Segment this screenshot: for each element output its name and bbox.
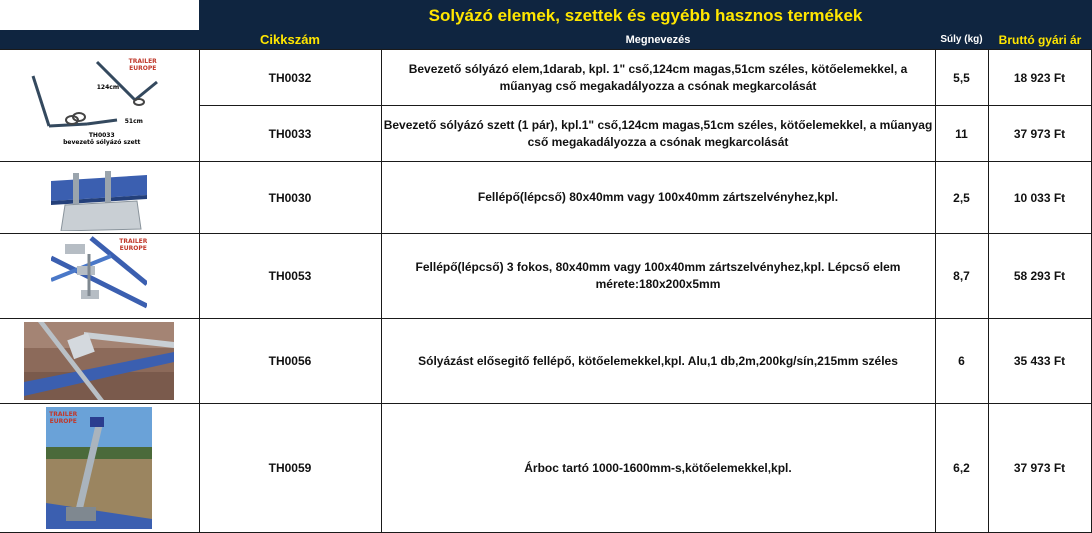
product-table — [0, 49, 1092, 533]
cell-weight: 2,5 — [935, 162, 988, 234]
cell-name: Bevezető sólyázó elem,1darab, kpl. 1" cső,124cm magas,51cm széles, kötőelemekkel, a műanyag cső megakadályozza a csónak megkarcolását — [381, 50, 935, 106]
launching-step-drawing — [24, 322, 174, 400]
launching-step-photo — [24, 322, 174, 400]
dim-label-124: 124cm — [96, 83, 120, 91]
mast-holder-photo — [46, 407, 152, 529]
table-row — [0, 404, 1091, 533]
cell-price: 37 973 Ft — [988, 106, 1091, 162]
cell-name: Bevezető sólyázó szett (1 pár), kpl.1" cső,124cm magas,51cm széles, kötőelemekkel, a műanyag cső megakadályozza a csónak megkarcolását — [381, 106, 935, 162]
cell-price: 37 973 Ft — [988, 404, 1091, 533]
cell-code: TH0059 — [199, 404, 381, 533]
header-code: Cikkszám — [260, 32, 320, 47]
table-row — [0, 162, 1091, 234]
dim-label-51: 51cm — [124, 117, 143, 125]
logo-text-1: TRAILER — [119, 238, 148, 245]
launching-guide-photo — [27, 54, 172, 158]
table-row — [0, 50, 1091, 106]
image-caption — [47, 132, 157, 146]
table-row — [0, 234, 1091, 319]
mast-holder-drawing — [46, 407, 152, 529]
logo-text-1: TRAILER — [128, 57, 157, 65]
three-step-photo — [51, 236, 147, 316]
cell-weight: 6 — [935, 319, 988, 404]
step-photo — [51, 165, 147, 231]
cell-code: TH0053 — [199, 234, 381, 319]
cell-price: 58 293 Ft — [988, 234, 1091, 319]
cell-code: TH0032 — [199, 50, 381, 106]
header-name: Megnevezés — [625, 34, 691, 46]
cell-code: TH0030 — [199, 162, 381, 234]
logo-text-2: EUROPE — [49, 418, 77, 425]
trailer-europe-logo — [48, 411, 78, 425]
trailer-europe-logo — [123, 58, 163, 72]
cell-weight: 8,7 — [935, 234, 988, 319]
product-image-th0059 — [0, 404, 199, 533]
sheet-title: Solyázó elemek, szettek és egyébb hasznos termékek — [199, 0, 1092, 30]
step-drawing — [51, 165, 147, 231]
cell-weight: 11 — [935, 106, 988, 162]
product-image-th0033 — [0, 50, 199, 162]
header-price: Bruttó gyári ár — [998, 33, 1082, 47]
logo-text-2: EUROPE — [129, 64, 157, 72]
product-image-th0030 — [0, 162, 199, 234]
cell-code: TH0056 — [199, 319, 381, 404]
cell-price: 10 033 Ft — [988, 162, 1091, 234]
cell-name: Sólyázást elősegitő fellépő, kötőelemekkel,kpl. Alu,1 db,2m,200kg/sín,215mm széles — [381, 319, 935, 404]
column-header-row — [0, 30, 1092, 49]
product-image-th0053 — [0, 234, 199, 319]
cell-price: 35 433 Ft — [988, 319, 1091, 404]
caption-code: TH0033 — [88, 131, 115, 139]
cell-code: TH0033 — [199, 106, 381, 162]
cell-name: Fellépő(lépcső) 3 fokos, 80x40mm vagy 100x40mm zártszelvényhez,kpl. Lépcső elem mérete:180x200x5mm — [381, 234, 935, 319]
caption-text: bevezető sólyázó szett — [63, 138, 141, 146]
logo-text-2: EUROPE — [119, 245, 147, 252]
cell-weight: 6,2 — [935, 404, 988, 533]
header-weight: Súly (kg) — [940, 34, 983, 45]
cell-name: Árboc tartó 1000-1600mm-s,kötőelemekkel,kpl. — [381, 404, 935, 533]
cell-name: Fellépő(lépcső) 80x40mm vagy 100x40mm zártszelvényhez,kpl. — [381, 162, 935, 234]
table-row — [0, 319, 1091, 404]
logo-text-1: TRAILER — [49, 411, 78, 418]
cell-weight: 5,5 — [935, 50, 988, 106]
cell-price: 18 923 Ft — [988, 50, 1091, 106]
product-image-th0056 — [0, 319, 199, 404]
trailer-europe-logo — [119, 238, 147, 252]
